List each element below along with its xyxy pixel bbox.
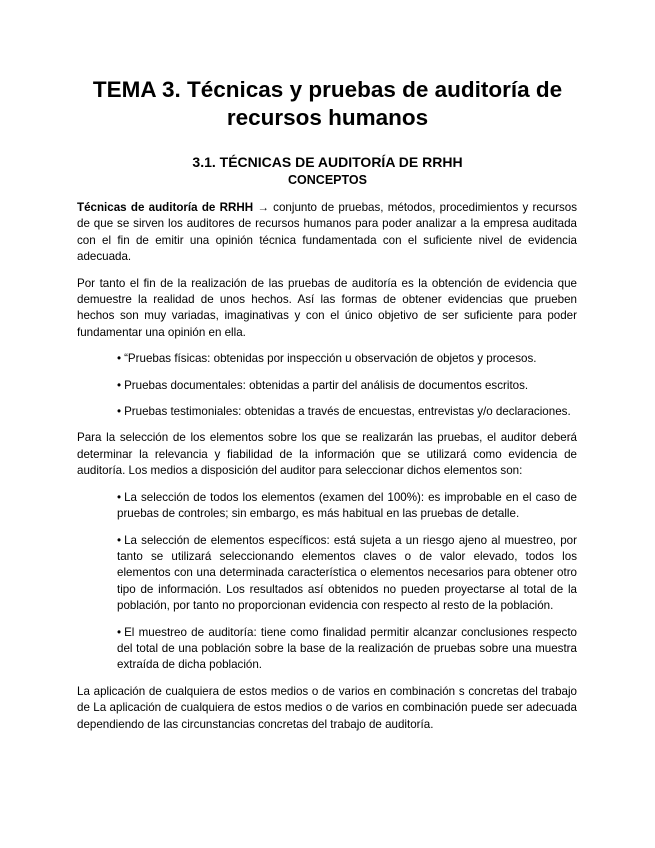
- selection-methods-list: [77, 490, 577, 674]
- bullet-icon: •: [117, 490, 122, 504]
- list-item: • Pruebas documentales: obtenidas a partir del análisis de documentos escritos.: [117, 378, 529, 392]
- section-heading: 3.1. TÉCNICAS DE AUDITORÍA DE RRHH: [192, 154, 463, 170]
- document-body: [77, 200, 577, 743]
- bullet-icon: •: [117, 352, 122, 366]
- bullet-icon: •: [117, 625, 122, 639]
- definition-text: conjunto de pruebas, métodos, procedimientos y recursos de que se sirven los auditores de recursos humanos para poder analizar a la empresa auditada con el fin de emitir una opinión técnica fundamentada con el suficiente nivel de evidencia adecuada.: [77, 201, 577, 264]
- list-item: • El muestreo de auditoría: tiene como finalidad permitir alcanzar conclusiones respecto del total de una población sobre la base de la realización de pruebas sobre una muestra extraída de dicha población.: [117, 625, 577, 672]
- list-item: • “Pruebas físicas: obtenidas por inspección u observación de objetos y procesos.: [117, 352, 537, 366]
- definition-paragraph: [77, 200, 577, 266]
- section-heading-block: [60, 153, 595, 189]
- paragraph-element-selection: Para la selección de los elementos sobre los que se realizarán las pruebas, el auditor deberá determinar la relevancia y fiabilidad de la información que se utilizará como evidencia de auditoría. Los medios a disposición del auditor para seleccionar dichos elementos son:: [77, 431, 577, 478]
- definition-term: Técnicas de auditoría de RRHH: [77, 201, 254, 214]
- paragraph-evidence-purpose: Por tanto el fin de la realización de las pruebas de auditoría es la obtención de evidencia que demuestre la realidad de unos hechos. Así las formas de obtener evidencias que prueben hechos son muy variadas, imaginativas y con el único objetivo de ser suficiente para poder fundamentar una opinión en ella.: [77, 276, 577, 339]
- document-title: [60, 76, 595, 132]
- bullet-icon: •: [117, 405, 122, 419]
- bullet-icon: •: [117, 533, 122, 547]
- paragraph-application: La aplicación de cualquiera de estos medios o de varios en combinación s concretas del trabajo de La aplicación de cualquiera de estos medios o de varios en combinación puede ser adecuada dependiendo de las circunstancias concretas del trabajo de auditoría.: [77, 684, 577, 731]
- list-item: • La selección de elementos específicos: está sujeta a un riesgo ajeno al muestreo, por tanto se utilizará seleccionando elementos claves o de valor elevado, todos los elementos con una determinada característica o elementos necesarios para obtener otro tipo de información. Los resultados así obtenidos no pueden proyectarse al total de la población, por tanto no proporcionan evidencia con respecto al resto de la población.: [117, 533, 577, 613]
- evidence-types-list: [77, 351, 577, 420]
- bullet-icon: •: [117, 378, 122, 392]
- section-subheading: CONCEPTOS: [288, 173, 367, 187]
- arrow-icon: →: [257, 201, 269, 214]
- list-item: • Pruebas testimoniales: obtenidas a través de encuestas, entrevistas y/o declaraciones.: [117, 405, 571, 419]
- title-line-1: TEMA 3. Técnicas y pruebas de auditoría de: [92, 77, 563, 102]
- title-line-2: recursos humanos: [226, 105, 429, 130]
- list-item: • La selección de todos los elementos (examen del 100%): es improbable en el caso de pruebas de controles; sin embargo, es más habitual en las pruebas de detalle.: [117, 490, 577, 521]
